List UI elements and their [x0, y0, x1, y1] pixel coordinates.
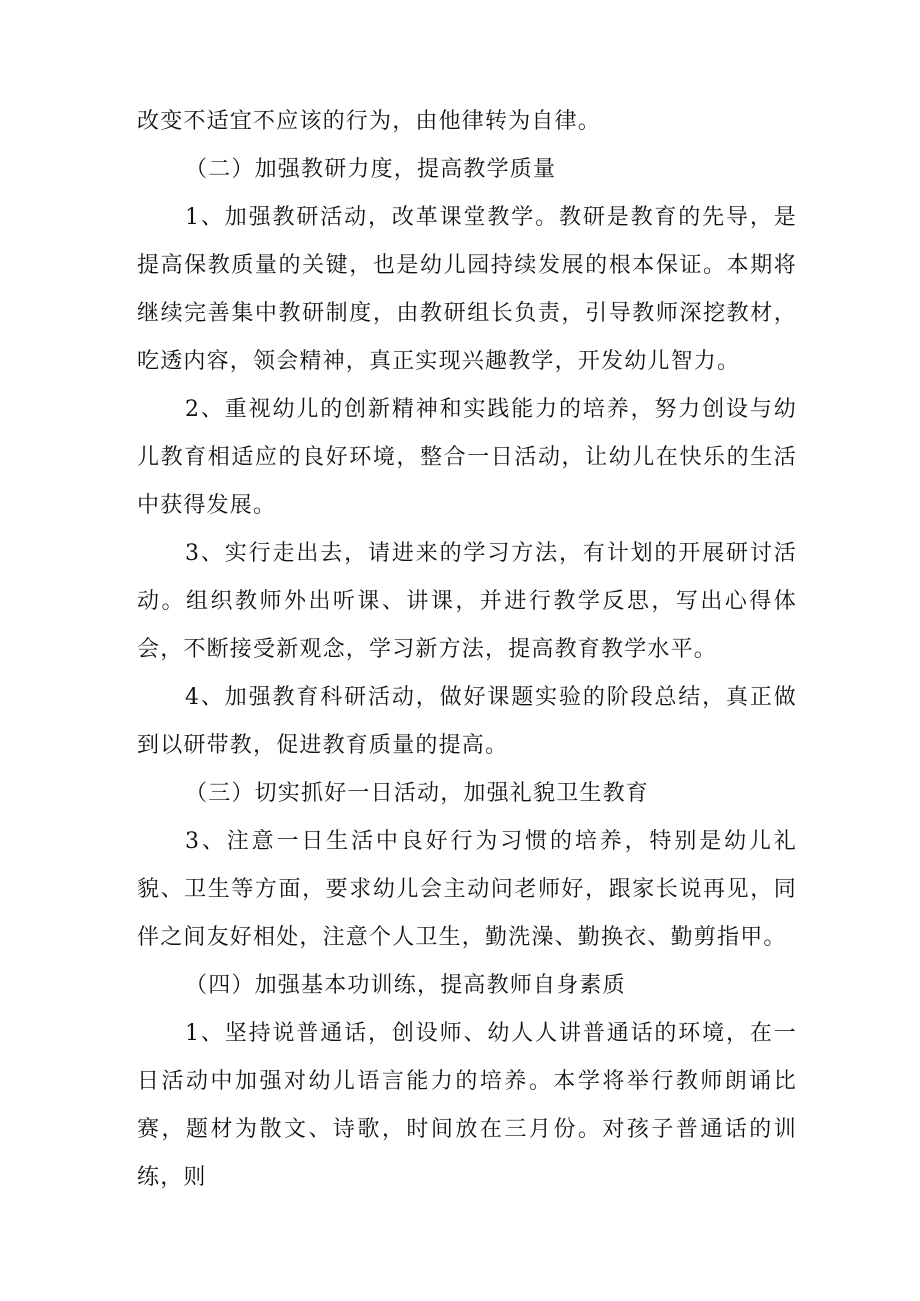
- paragraph-2-4: 4、加强教育科研活动，做好课题实验的阶段总结，真正做到以研带教，促进教育质量的提高。: [137, 685, 797, 758]
- paragraph-1: 改变不适宜不应该的行为，由他律转为自律。: [137, 109, 602, 134]
- paragraph-2-1: 1、加强教研活动，改革课堂教学。教研是教育的先导，是提高保教质量的关键，也是幼儿园持续发展的根本保证。本期将继续完善集中教研制度，由教研组长负责，引导教师深挖教材，吃透内容，领会精神，真正实现兴趣教学，开发幼儿智力。: [137, 205, 797, 374]
- section-heading-4: （四）加强基本功训练，提高教师自身素质: [185, 973, 626, 998]
- document-body: [137, 98, 797, 1202]
- paragraph-4-1: 1、坚持说普通话，创设师、幼人人讲普通话的环境，在一日活动中加强对幼儿语言能力的培养。本学将举行教师朗诵比赛，题材为散文、诗歌，时间放在三月份。对孩子普通话的训练，则: [137, 1021, 797, 1190]
- section-heading-3: （三）切实抓好一日活动，加强礼貌卫生教育: [185, 781, 650, 806]
- section-heading-2: （二）加强教研力度，提高教学质量: [185, 157, 557, 182]
- paragraph-2-3: 3、实行走出去，请进来的学习方法，有计划的开展研讨活动。组织教师外出听课、讲课，并进行教学反思，写出心得体会，不断接受新观念，学习新方法，提高教育教学水平。: [137, 541, 797, 662]
- paragraph-2-2: 2、重视幼儿的创新精神和实践能力的培养，努力创设与幼儿教育相适应的良好环境，整合一日活动，让幼儿在快乐的生活中获得发展。: [137, 397, 797, 518]
- paragraph-3-3: 3、注意一日生活中良好行为习惯的培养，特别是幼儿礼貌、卫生等方面，要求幼儿会主动问老师好，跟家长说再见，同伴之间友好相处，注意个人卫生，勤洗澡、勤换衣、勤剪指甲。: [137, 829, 797, 950]
